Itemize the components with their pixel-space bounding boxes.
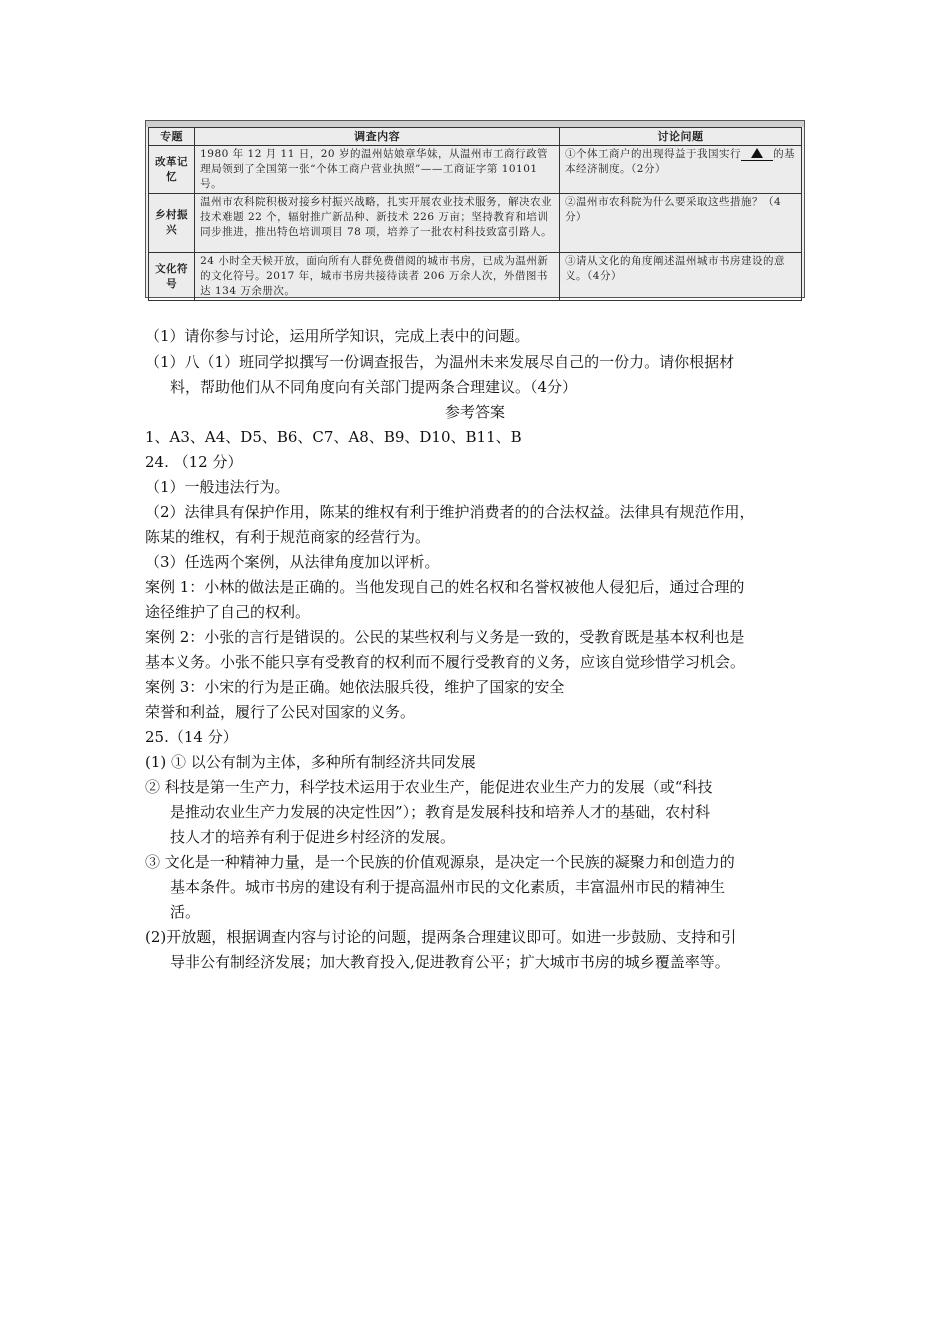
q25-answer-2-line3: 技人才的培养有利于促进乡村经济的发展。 <box>170 828 456 846</box>
case1-line1: 案例 1：小林的做法是正确的。当他发现自己的姓名权和名誉权被他人侵犯后，通过合理的 <box>145 578 745 596</box>
header-content: 调查内容 <box>195 128 560 146</box>
row-topic: 文化符号 <box>149 253 195 301</box>
q24-heading: 24. （12 分） <box>145 453 243 471</box>
q25-answer-3-line2: 基本条件。城市书房的建设有利于提高温州市民的文化素质，丰富温州市民的精神生 <box>170 878 726 896</box>
case1-line2: 途径维护了自己的权利。 <box>145 603 311 621</box>
case2-line2: 基本义务。小张不能只享有受教育的权利而不履行受教育的义务，应该自觉珍惜学习机会。 <box>145 653 746 671</box>
survey-table <box>148 127 802 301</box>
q24-answer-3: （3）任选两个案例，从法律角度加以评析。 <box>145 553 440 571</box>
q24-answer-1: （1）一般违法行为。 <box>145 478 290 496</box>
header-topic: 专题 <box>149 128 195 146</box>
question-2-line2: 料，帮助他们从不同角度向有关部门提两条合理建议。（4分） <box>170 378 578 396</box>
case3-line2: 荣誉和利益，履行了公民对国家的义务。 <box>145 703 416 721</box>
table-header-row <box>149 128 802 146</box>
row-content: 温州市农科院积极对接乡村振兴战略，扎实开展农业技术服务，解决农业技术难题 22 个，辐射推广新品种、新技术 226 万亩；坚持教育和培训同步推进，推出特色培训项目 78 项，培养了一批农村科技致富引路人。 <box>195 194 560 253</box>
row-question: ③请从文化的角度阐述温州城市书房建设的意义。（4分） <box>560 253 802 301</box>
q25-answer-4-line2: 导非公有制经济发展；加大教育投入,促进教育公平；扩大城市书房的城乡覆盖率等。 <box>170 953 730 971</box>
row-topic: 改革记忆 <box>149 146 195 194</box>
row-question <box>560 146 802 194</box>
row-topic: 乡村振兴 <box>149 194 195 253</box>
survey-table-scan <box>145 120 805 298</box>
q25-answer-4-line1: (2)开放题，根据调查内容与讨论的问题，提两条合理建议即可。如进一步鼓励、支持和引 <box>145 928 737 946</box>
q25-answer-3-line1: ③ 文化是一种精神力量，是一个民族的价值观源泉，是决定一个民族的凝聚力和创造力的 <box>145 853 735 871</box>
table-row <box>149 194 802 253</box>
q25-heading: 25.（14 分） <box>145 728 238 746</box>
answer-blank <box>741 148 773 161</box>
question-1: （1）请你参与讨论，运用所学知识，完成上表中的问题。 <box>145 327 530 345</box>
row-content: 24 小时全天候开放，面向所有人群免费借阅的城市书房，已成为温州新的文化符号。2017 年，城市书房共接待读者 206 万余人次，外借图书达 134 万余册次。 <box>195 253 560 301</box>
q25-answer-2-line2: 是推动农业生产力发展的决定性因”）；教育是发展科技和培养人才的基础，农村科 <box>170 803 711 821</box>
question-2-line1: （1）八（1）班同学拟撰写一份调查报告，为温州未来发展尽自己的一份力。请你根据材 <box>145 353 735 371</box>
table-row <box>149 253 802 301</box>
question-text-a: ①个体工商户的出现得益于我国实行 <box>565 148 742 160</box>
row-question: ②温州市农科院为什么要采取这些措施？（4分） <box>560 194 802 253</box>
q25-answer-3-line3: 活。 <box>170 903 201 921</box>
question-text-b: 的基本经济制度。（2分） <box>565 148 796 175</box>
q25-answer-2-line1: ② 科技是第一生产力，科学技术运用于农业生产，能促进农业生产力的发展（或“科技 <box>145 778 713 796</box>
case3-line1: 案例 3：小宋的行为是正确。她依法服兵役，维护了国家的安全 <box>145 678 565 696</box>
row-content: 1980 年 12 月 11 日，20 岁的温州姑娘章华妹，从温州市工商行政管理局领到了全国第一张“个体工商户营业执照”——工商证字第 10101 号。 <box>195 146 560 194</box>
q25-answer-1: (1) ① 以公有制为主体，多种所有制经济共同发展 <box>145 753 476 771</box>
table-row <box>149 146 802 194</box>
multiple-choice-answers: 1、A3、A4、D5、B6、C7、A8、B9、D10、B11、B <box>145 428 522 446</box>
q24-answer-2-line2: 陈某的维权，有利于规范商家的经营行为。 <box>145 528 431 546</box>
answers-title: 参考答案 <box>444 403 505 421</box>
case2-line1: 案例 2：小张的言行是错误的。公民的某些权利与义务是一致的，受教育既是基本权利也是 <box>145 628 745 646</box>
q24-answer-2-line1: （2）法律具有保护作用，陈某的维权有利于维护消费者的的合法权益。法律具有规范作用， <box>145 503 755 521</box>
header-question: 讨论问题 <box>560 128 802 146</box>
triangle-icon <box>751 148 763 158</box>
